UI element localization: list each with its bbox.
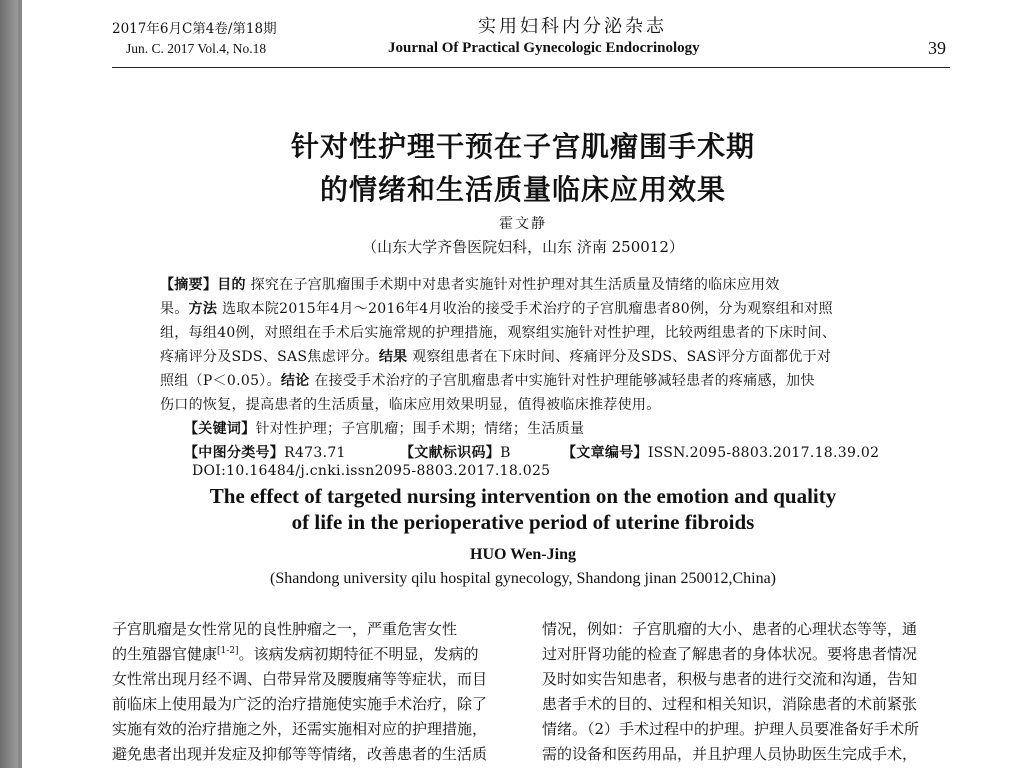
body-left-line: 实施有效的治疗措施之外，还需实施相对应的护理措施， [112,720,488,738]
title-en-line2: of life in the perioperative period of uterine fibroids [291,510,755,534]
body-right-line: 情况，例如：子宫肌瘤的大小、患者的心理状态等等，通 [542,620,918,638]
abstract-line-1 [160,274,780,294]
abstract-text: 在接受手术治疗的子宫肌瘤患者中实施针对性护理能够减轻患者的疼痛感，加快 [309,373,815,389]
article-no-label: 【文章编号】 [562,445,648,461]
clc-value: R473.71 [284,445,346,461]
abstract-text: 照组（P＜0.05）。 [160,373,281,389]
body-right-line: 及时如实告知患者，积极与患者的进行交流和沟通，告知 [542,670,918,688]
issue-date-cn: 2017年6月C第4卷/第18期 [112,21,277,37]
body-left-line [112,643,479,664]
abstract-label: 【摘要】 [160,277,218,293]
abstract-line-4 [160,346,831,366]
document-page [22,0,1024,768]
abstract-line-5 [160,370,815,390]
header-rule [112,67,950,68]
title-cn-line1: 针对性护理干预在子宫肌瘤围手术期 [290,130,755,163]
article-no-field [562,442,879,462]
abstract-text: 观察组患者在下床时间、疼痛评分及SDS、SAS评分方面都优于对 [407,349,832,365]
abstract-line-2 [160,298,833,318]
abstract-text: 选取本院2015年4月～2016年4月收治的接受手术治疗的子宫肌瘤患者80例，分为观察组和对照 [217,301,833,317]
keywords-label: 【关键词】 [184,421,256,437]
body-text: 的生殖器官健康 [112,645,218,663]
body-left-line: 子宫肌瘤是女性常见的良性肿瘤之一，严重危害女性 [112,620,458,638]
doc-code-label: 【文献标识码】 [400,445,501,461]
body-text: 。该病发病初期特征不明显，发病的 [238,645,479,663]
doc-code-value: B [500,445,511,461]
body-right-line: 患者手术的目的、过程和相关知识，消除患者的术前紧张 [542,695,918,713]
page-number: 39 [928,38,946,58]
abstract-text: 果。 [160,301,189,317]
body-right-line: 需的设备和医药用品，并且护理人员协助医生完成手术， [542,745,918,763]
conclusion-label: 结论 [280,373,310,389]
article-no-value: ISSN.2095-8803.2017.18.39.02 [647,445,880,461]
body-right-line: 过对肝肾功能的检查了解患者的身体状况。要将患者情况 [542,645,918,663]
clc-label: 【中图分类号】 [184,445,285,461]
method-label: 方法 [188,301,218,317]
body-right-line: 情绪。（2）手术过程中的护理。护理人员要准备好手术所 [542,720,920,738]
abstract-line-6: 伤口的恢复，提高患者的生活质量，临床应用效果明显，值得被临床推荐使用。 [160,397,661,413]
title-en-line1: The effect of targeted nursing intervention on the emotion and quality [209,484,837,508]
abstract-text: 探究在子宫肌瘤围手术期中对患者实施针对性护理对其生活质量及情绪的临床应用效 [245,277,780,293]
author-en: HUO Wen-Jing [470,546,576,563]
affiliation-en: (Shandong university qilu hospital gynecology, Shandong jinan 250012,China) [269,570,777,587]
body-left-line: 前临床上使用最为广泛的治疗措施使实施手术治疗，除了 [112,695,488,713]
clc-field [184,442,346,462]
doi: DOI:10.16484/j.cnki.issn2095-8803.2017.18.025 [192,463,551,479]
affiliation-cn: （山东大学齐鲁医院妇科，山东 济南 250012） [362,238,684,256]
author-cn: 霍文静 [499,216,547,232]
viewer-left-margin [0,0,18,768]
body-left-line: 女性常出现月经不调、白带异常及腰腹痛等等症状，而目 [112,670,488,688]
abstract-text: 疼痛评分及SDS、SAS焦虑评分。 [160,349,379,365]
objective-label: 目的 [217,277,246,293]
doc-code-field [400,442,511,462]
abstract-line-3: 组，每组40例，对照组在手术后实施常规的护理措施，观察组实施针对性护理，比较两组患者的下床时间、 [160,325,837,341]
body-left-line: 避免患者出现并发症及抑郁等等情绪，改善患者的生活质 [112,745,488,763]
journal-name-en: Journal Of Practical Gynecologic Endocrinology [388,40,700,56]
issue-date-en: Jun. C. 2017 Vol.4, No.18 [126,41,267,56]
result-label: 结果 [378,349,408,365]
title-cn-line2: 的情绪和生活质量临床应用效果 [319,173,726,206]
keywords-text: 针对性护理；子宫肌瘤；围手术期；情绪；生活质量 [255,421,585,437]
keywords-line [184,418,584,438]
journal-name-cn: 实用妇科内分泌杂志 [478,16,667,37]
citation: [1-2] [217,646,239,656]
